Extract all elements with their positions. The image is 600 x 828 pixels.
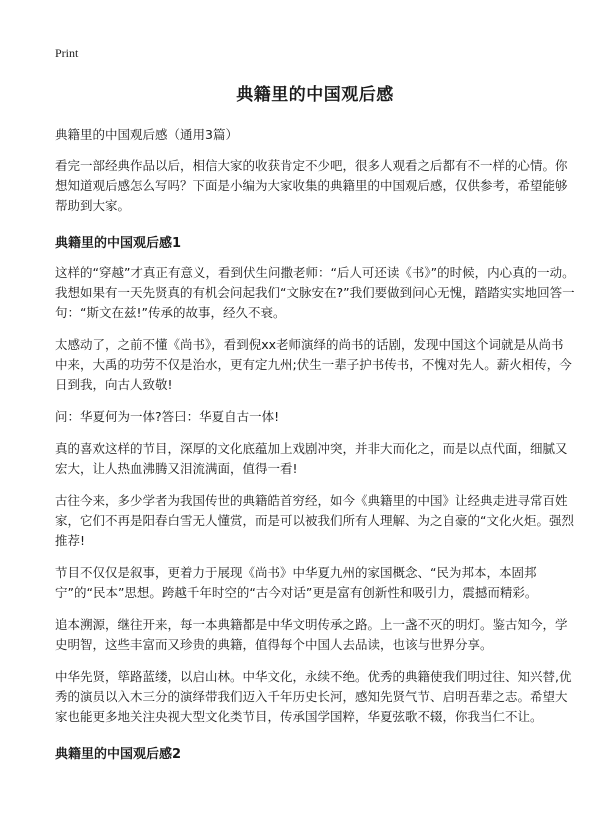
section-heading-1: 典籍里的中国观后感1 bbox=[55, 236, 182, 251]
section-1-paragraph-8: 中华先贤，筚路蓝缕，以启山林。中华文化，永续不绝。优秀的典籍使我们明过往、知兴替,优秀的演员以入木三分的演绎带我们迈入千年历史长河，感知先贤气节、启明吾辈之志。希望大家也能更多地关注央视大型文化类节目，传承国学国粹，华夏弦歌不辍，你我当仁不让。 bbox=[55, 669, 572, 724]
section-1-paragraph-7: 追本溯源，继往开来，每一本典籍都是中华文明传承之路。上一盏不灭的明灯。鉴古知今，学史明智，这些丰富而又珍贵的典籍，值得每个中国人去品读，也该与世界分享。 bbox=[55, 617, 568, 652]
section-1-paragraph-6: 节目不仅仅是叙事，更着力于展现《尚书》中华夏九州的家国概念、“民为邦本，本固邦宁”的“民本”思想。跨越千年时空的“古今对话”更是富有创新性和吸引力，震撼而精彩。 bbox=[55, 565, 538, 600]
section-1-paragraph-1: 这样的“穿越”才真正有意义，看到伏生问撒老师：“后人可还读《书》”的时候，内心真的一动。我想如果有一天先贤真的有机会问起我们“文脉安在?”我们要做到问心无愧，踏踏实实地回答一句：“斯文在兹!”传承的故事，经久不衰。 bbox=[55, 265, 575, 320]
document-subtitle: 典籍里的中国观后感（通用3篇） bbox=[55, 127, 238, 142]
section-1-paragraph-5: 古往今来，多少学者为我国传世的典籍皓首穷经，如今《典籍里的中国》让经典走进寻常百姓家，它们不再是阳春白雪无人懂赏，而是可以被我们所有人理解、为之自豪的“文化火炬。强烈推荐! bbox=[55, 493, 574, 548]
section-1-paragraph-3: 问：华夏何为一体?答曰：华夏自古一体! bbox=[55, 409, 280, 424]
section-1-paragraph-4: 真的喜欢这样的节目，深厚的文化底蕴加上戏剧冲突，并非大而化之，而是以点代面，细腻又宏大，让人热血沸腾又泪流满面，值得一看! bbox=[55, 441, 568, 476]
section-1-paragraph-2: 太感动了，之前不懂《尚书》，看到倪xx老师演绎的尚书的话剧，发现中国这个词就是从尚书中来，大禹的功劳不仅是治水，更有定九州;伏生一辈子护书传书，不愧对先人。薪火相传，今日到我，向古人致敬! bbox=[55, 337, 572, 392]
page-title: 典籍里的中国观后感 bbox=[236, 85, 394, 105]
intro-paragraph: 看完一部经典作品以后，相信大家的收获肯定不少吧，很多人观看之后都有不一样的心情。你想知道观后感怎么写吗？下面是小编为大家收集的典籍里的中国观后感，仅供参考，希望能够帮助到大家。 bbox=[55, 158, 568, 213]
print-link[interactable]: Print bbox=[55, 46, 79, 60]
section-heading-2: 典籍里的中国观后感2 bbox=[55, 747, 182, 762]
document-page bbox=[55, 80, 575, 774]
